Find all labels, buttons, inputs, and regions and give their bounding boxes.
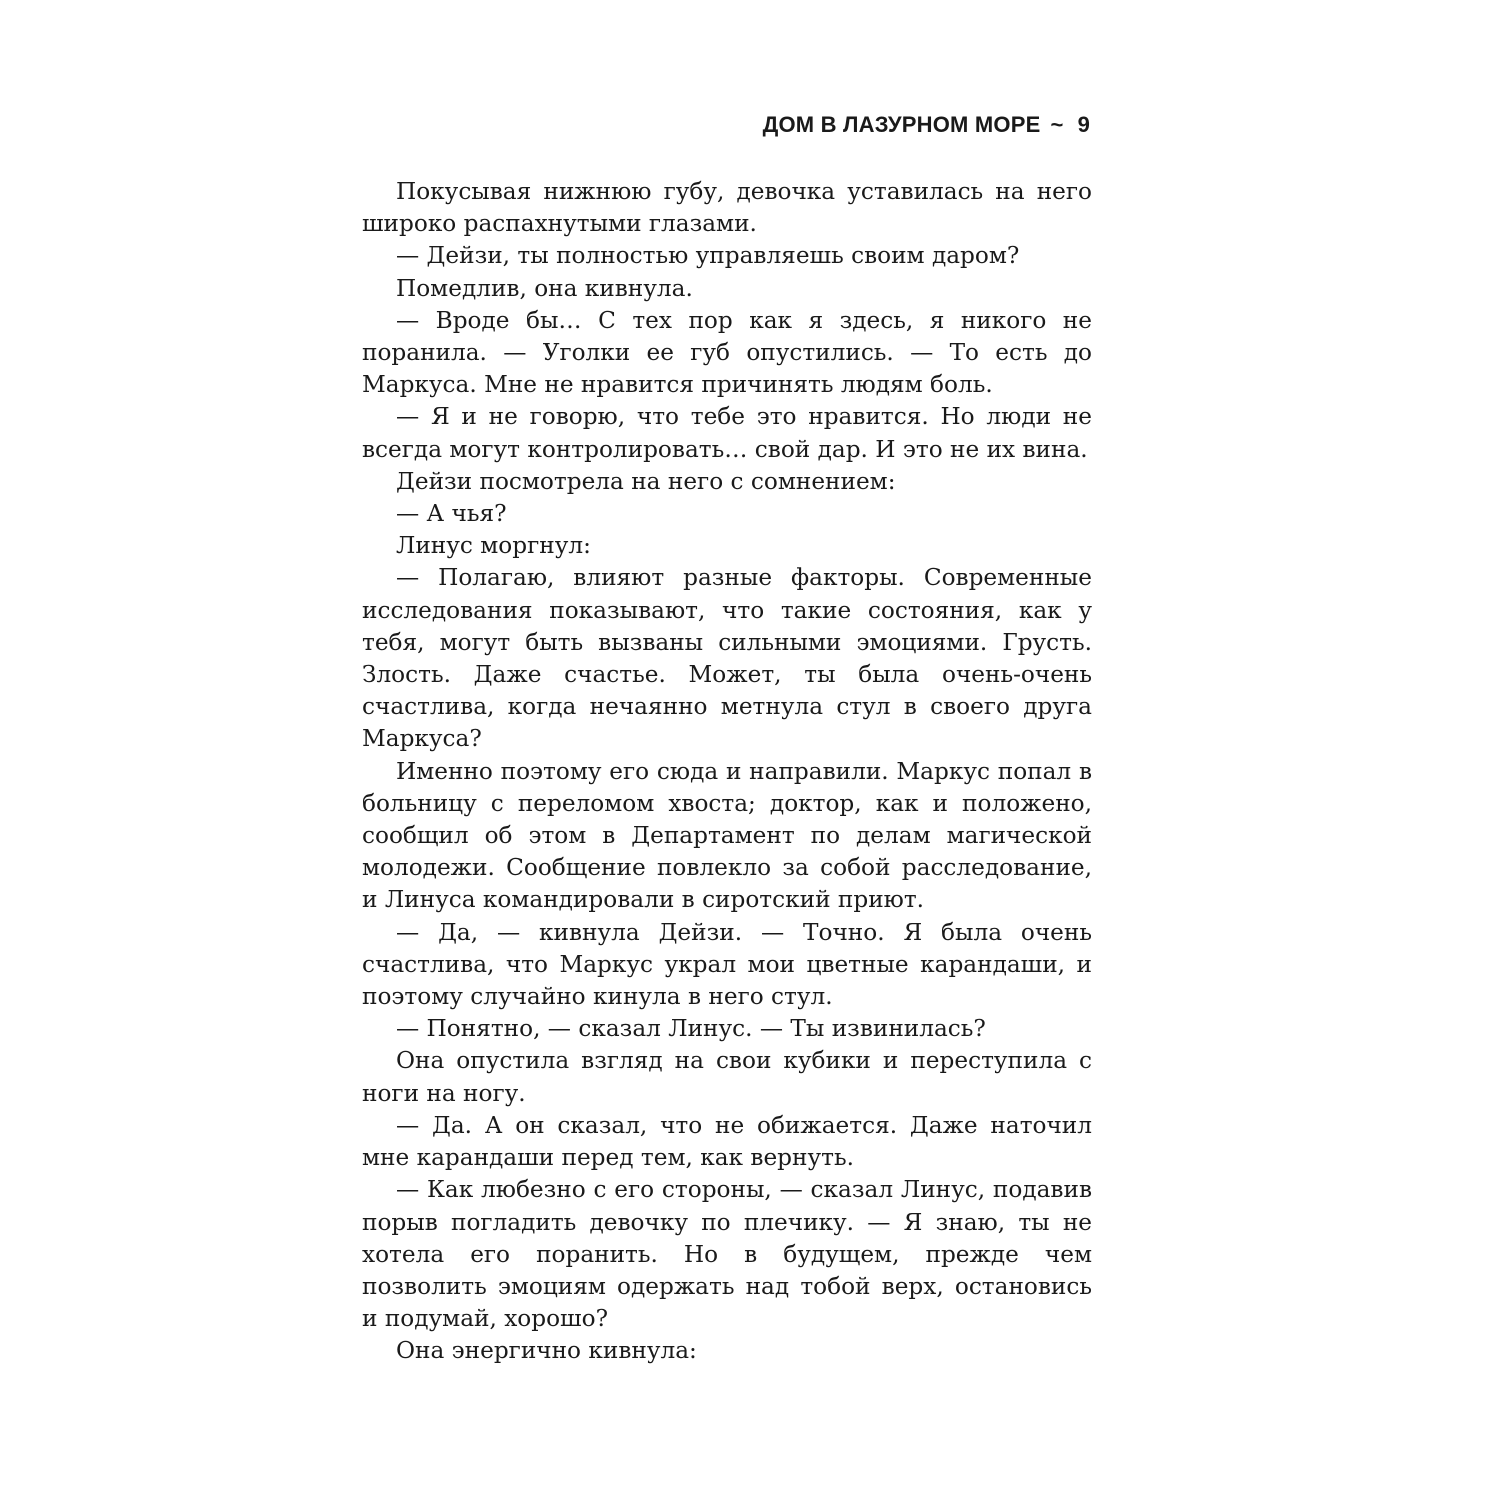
paragraph: Покусывая нижнюю губу, девочка уставилась на него широко распахнутыми глазами. <box>362 178 1092 238</box>
paragraph: — Дейзи, ты полностью управляешь своим даром? <box>396 242 1020 270</box>
paragraph: — Да, — кивнула Дейзи. — Точно. Я была очень счастлива, что Маркус украл мои цветные карандаши, и поэтому случайно кинула в него стул. <box>362 918 1092 1011</box>
paragraph: — Вроде бы… С тех пор как я здесь, я никого не поранила. — Уголки ее губ опустились. — То есть до Маркуса. Мне не нравится причинять людям боль. <box>362 306 1092 399</box>
body-text <box>362 176 1092 1368</box>
paragraph: — Я и не говорю, что тебе это нравится. Но люди не всегда могут контролировать… свой дар. И это не их вина. <box>362 403 1092 463</box>
paragraph: Дейзи посмотрела на него с сомнением: <box>396 467 896 495</box>
header-separator: ~ <box>1050 112 1064 137</box>
book-title: ДОМ В ЛАЗУРНОМ МОРЕ <box>762 112 1041 137</box>
paragraph: Именно поэтому его сюда и направили. Маркус попал в больницу с переломом хвоста; доктор, как и положено, сообщил об этом в Департамент по делам магической молодежи. Сообщение повлекло за собой расследование, и Линуса командировали в сиротский приют. <box>362 757 1092 914</box>
paragraph: — Понятно, — сказал Линус. — Ты извинилась? <box>396 1015 986 1043</box>
paragraph: Она опустила взгляд на свои кубики и переступила с ноги на ногу. <box>362 1047 1092 1107</box>
paragraph: — А чья? <box>396 500 507 528</box>
paragraph: Линус моргнул: <box>396 532 591 560</box>
paragraph: — Да. А он сказал, что не обижается. Даже наточил мне карандаши перед тем, как вернуть. <box>362 1111 1092 1172</box>
running-header <box>763 112 1090 138</box>
paragraph: — Полагаю, влияют разные факторы. Современные исследования показывают, что такие состояния, как у тебя, могут быть вызваны сильными эмоциями. Грусть. Злость. Даже счастье. Может, ты была очень-очень счастлива, когда нечаянно метнула стул в своего друга Маркуса? <box>362 564 1092 753</box>
paragraph: Она энергично кивнула: <box>396 1337 697 1365</box>
paragraph: Помедлив, она кивнула. <box>396 274 693 302</box>
page-number: 9 <box>1077 112 1090 137</box>
paragraph: — Как любезно с его стороны, — сказал Линус, подавив порыв погладить девочку по плечику. — Я знаю, ты не хотела его поранить. Но в будущем, прежде чем позволить эмоциям одержать над тобой верх, остановись и подумай, хорошо? <box>362 1176 1092 1333</box>
